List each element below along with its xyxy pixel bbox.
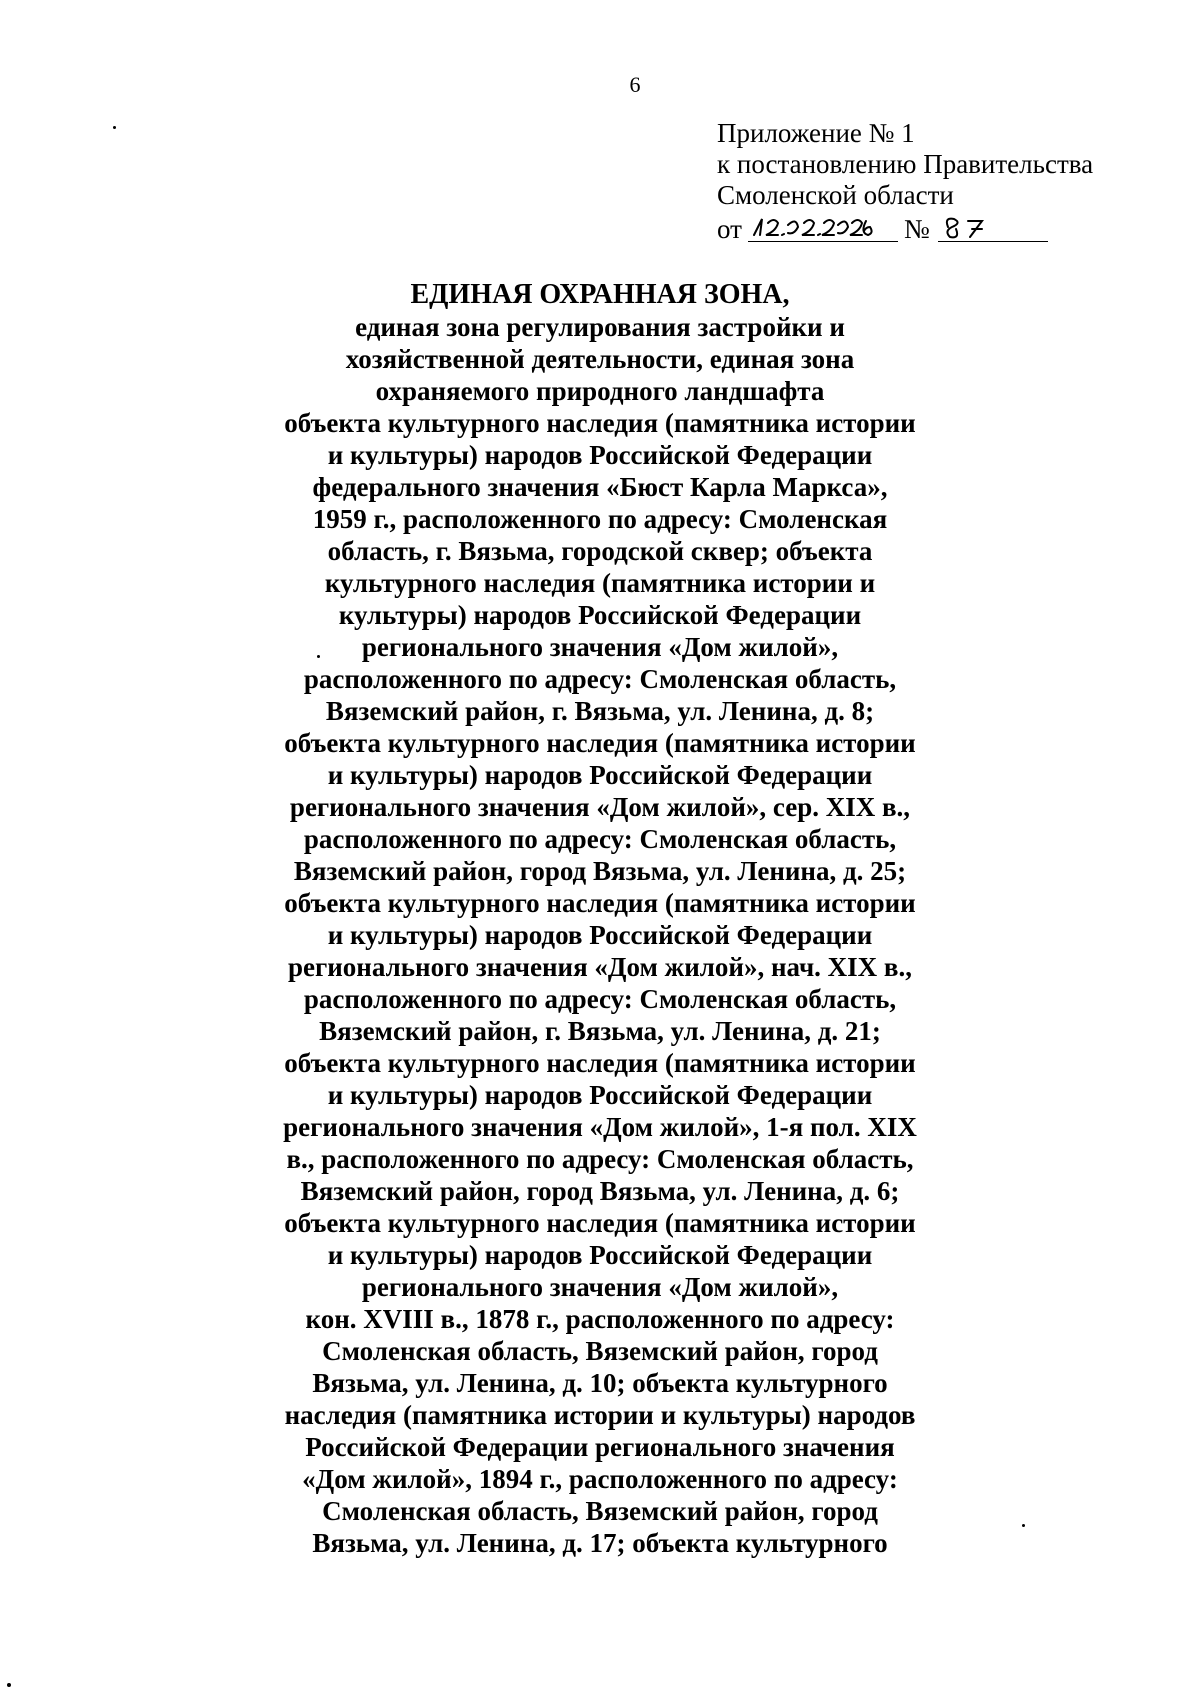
title-line: культурного наследия (памятника истории и <box>324 568 876 598</box>
title-line: объекта культурного наследия (памятника истории <box>284 888 916 918</box>
title-line: Вязьма, ул. Ленина, д. 17; объекта культурного <box>312 1528 888 1558</box>
title-line: регионального значения «Дом жилой», нач. XIX в., <box>287 952 913 982</box>
title-line: охраняемого природного ландшафта <box>375 376 825 406</box>
title-line: область, г. Вязьма, городской сквер; объекта <box>327 536 873 566</box>
number-prefix: № <box>903 214 930 244</box>
title-line: «Дом жилой», 1894 г., расположенного по адресу: <box>302 1464 898 1494</box>
title-line: объекта культурного наследия (памятника истории <box>284 728 916 758</box>
appendix-block <box>717 118 1187 245</box>
title-line: объекта культурного наследия (памятника истории <box>284 1048 916 1078</box>
title-line: и культуры) народов Российской Федерации <box>327 920 873 950</box>
document-title <box>0 279 1200 1559</box>
title-line: Вяземский район, г. Вязьма, ул. Ленина, д. 21; <box>319 1016 881 1046</box>
title-line: единая зона регулирования застройки и <box>355 312 845 342</box>
title-heading: ЕДИНАЯ ОХРАННАЯ ЗОНА, <box>410 279 790 310</box>
title-line: Вязьма, ул. Ленина, д. 10; объекта культурного <box>312 1368 888 1398</box>
page-number: 6 <box>629 72 641 97</box>
scan-speck <box>1022 1524 1025 1527</box>
title-line: и культуры) народов Российской Федерации <box>327 1240 873 1270</box>
title-line: в., расположенного по адресу: Смоленская область, <box>286 1144 914 1174</box>
appendix-line-2: к постановлению Правительства <box>717 149 1094 179</box>
title-line: Вяземский район, г. Вязьма, ул. Ленина, д. 8; <box>325 696 875 726</box>
scan-speck <box>113 126 116 129</box>
date-prefix: от <box>717 214 742 244</box>
title-line: Вяземский район, город Вязьма, ул. Ленина, д. 25; <box>293 856 907 886</box>
title-line: расположенного по адресу: Смоленская область, <box>303 984 897 1014</box>
scan-speck <box>7 1683 11 1687</box>
title-line: регионального значения «Дом жилой», <box>361 632 839 662</box>
title-line: кон. XVIII в., 1878 г., расположенного по адресу: <box>305 1304 895 1334</box>
title-line: 1959 г., расположенного по адресу: Смоленская <box>312 504 888 534</box>
handwritten-date <box>748 215 898 242</box>
title-line: и культуры) народов Российской Федерации <box>327 1080 873 1110</box>
title-line: объекта культурного наследия (памятника истории <box>284 1208 916 1238</box>
title-line: хозяйственной деятельности, единая зона <box>345 344 855 374</box>
appendix-date-line <box>717 211 1187 245</box>
title-line: наследия (памятника истории и культуры) народов <box>284 1400 916 1430</box>
title-line: культуры) народов Российской Федерации <box>338 600 862 630</box>
handwritten-number <box>938 215 1048 242</box>
title-line: Российской Федерации регионального значения <box>305 1432 895 1462</box>
title-line: Вяземский район, город Вязьма, ул. Ленина, д. 6; <box>300 1176 900 1206</box>
title-line: регионального значения «Дом жилой», <box>361 1272 839 1302</box>
title-line: федерального значения «Бюст Карла Маркса», <box>312 472 888 502</box>
title-line: расположенного по адресу: Смоленская область, <box>303 824 897 854</box>
title-line: и культуры) народов Российской Федерации <box>327 440 873 470</box>
appendix-line-3: Смоленской области <box>717 180 954 210</box>
scan-speck <box>317 655 320 658</box>
title-line: регионального значения «Дом жилой», сер. XIX в., <box>289 792 911 822</box>
title-line: и культуры) народов Российской Федерации <box>327 760 873 790</box>
title-line: Смоленская область, Вяземский район, город <box>322 1336 878 1366</box>
title-line: расположенного по адресу: Смоленская область, <box>303 664 897 694</box>
title-line: регионального значения «Дом жилой», 1-я пол. XIX <box>283 1112 917 1142</box>
title-line: объекта культурного наследия (памятника истории <box>284 408 916 438</box>
title-line: Смоленская область, Вяземский район, город <box>322 1496 878 1526</box>
appendix-line-1: Приложение № 1 <box>717 118 915 148</box>
